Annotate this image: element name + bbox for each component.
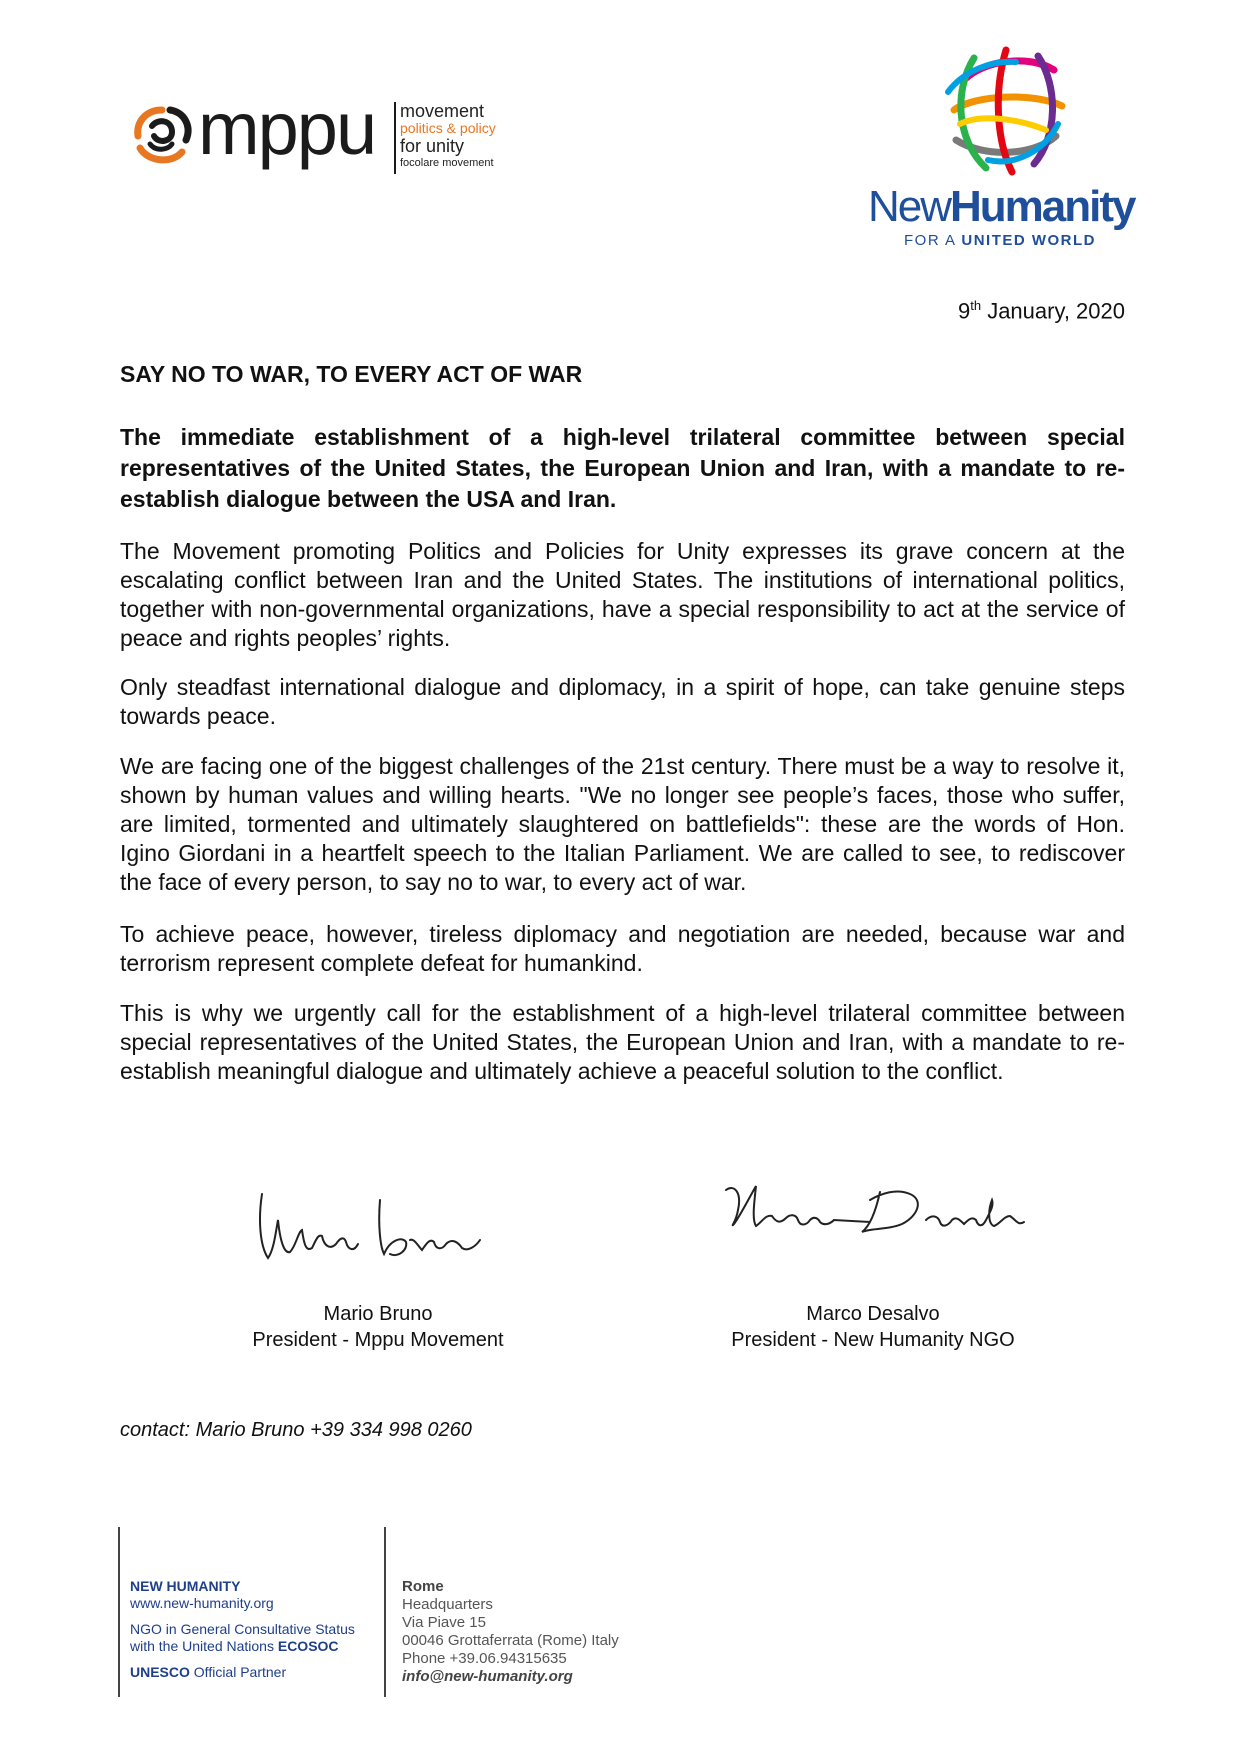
footer-unesco-rest: Official Partner — [189, 1664, 287, 1680]
new-humanity-word-new: New — [868, 182, 951, 231]
signatory-desalvo — [703, 1301, 1043, 1353]
signatory-name: Marco Desalvo — [806, 1303, 940, 1325]
mppu-tagline-politics: politics & policy — [400, 120, 496, 136]
footer-street: Via Piave 15 — [402, 1614, 486, 1631]
new-humanity-subtitle-prefix: FOR A — [904, 232, 956, 249]
body-paragraph: We are facing one of the biggest challenges of the 21st century. There must be a way to resolve it, shown by human values and willing hearts. "We no longer see people’s faces, those who suffer, are limited, tormented and ultimately slaughtered on battlefields": these are the words of Hon. Igino Giordani in a heartfelt speech to the Italian Parliament. We are called to see, to rediscover the face of every person, to say no to war, to every act of war. — [120, 753, 1125, 895]
footer-postal: 00046 Grottaferrata (Rome) Italy — [402, 1632, 619, 1649]
footer-org-info — [130, 1578, 380, 1681]
mppu-logo — [128, 87, 508, 178]
new-humanity-subtitle — [904, 232, 1096, 249]
footer-unesco-bold: UNESCO — [130, 1664, 190, 1680]
signatory-name: Mario Bruno — [323, 1303, 433, 1325]
mppu-tagline-focolare: focolare movement — [400, 157, 494, 169]
mppu-symbol-icon — [128, 104, 198, 166]
footer-address — [402, 1578, 682, 1686]
signatory-bruno — [208, 1301, 548, 1353]
new-humanity-wordmark — [868, 182, 1135, 232]
body-paragraph: To achieve peace, however, tireless diplomacy and negotiation are needed, because war and terrorism represent complete defeat for humankind. — [120, 921, 1125, 976]
signatory-title: President - Mppu Movement — [252, 1329, 504, 1351]
new-humanity-logo — [868, 40, 1135, 250]
footer-website-link[interactable]: www.new-humanity.org — [130, 1595, 274, 1611]
contact-line: contact: Mario Bruno +39 334 998 0260 — [120, 1419, 472, 1441]
headline: SAY NO TO WAR, TO EVERY ACT OF WAR — [120, 361, 583, 387]
lead-paragraph: The immediate establishment of a high-level trilateral committee between special representatives of the United States, the European Union and Iran, with a mandate to re-establish dialogue between the USA and Iran. — [120, 424, 1125, 512]
footer-status-line-2 — [130, 1638, 380, 1655]
mppu-tagline-unity: for unity — [400, 136, 465, 156]
footer-hq: Headquarters — [402, 1596, 493, 1613]
footer-divider-left — [118, 1527, 120, 1697]
footer-divider-middle — [384, 1527, 386, 1697]
footer-unesco — [130, 1664, 380, 1681]
footer-status-line-1: NGO in General Consultative Status — [130, 1621, 355, 1637]
body-paragraph: This is why we urgently call for the establishment of a high-level trilateral committee between special representatives of the United States, the European Union and Iran, with a mandate to re-establish meaningful dialogue and ultimately achieve a peaceful solution to the conflict. — [120, 1000, 1125, 1084]
new-humanity-subtitle-bold: UNITED WORLD — [961, 232, 1097, 249]
letter-date — [958, 298, 1125, 324]
body-paragraph: The Movement promoting Politics and Policies for Unity expresses its grave concern at the escalating conflict between Iran and the United States. The institutions of international politics, together with non-governmental organizations, have a special responsibility to act at the service of peace and rights peoples’ rights. — [120, 538, 1125, 651]
mppu-wordmark: mppu — [198, 87, 376, 170]
footer-email-link[interactable]: info@new-humanity.org — [402, 1668, 573, 1685]
footer-ecosoc: ECOSOC — [277, 1638, 339, 1654]
signature-marco-desalvo — [720, 1170, 1030, 1250]
footer-city: Rome — [402, 1578, 444, 1595]
mppu-divider — [394, 102, 396, 174]
date-suffix: th — [970, 298, 982, 313]
date-rest: January, 2020 — [981, 298, 1125, 324]
footer-org-name: NEW HUMANITY — [130, 1578, 241, 1594]
signature-mario-bruno — [250, 1180, 500, 1270]
date-day: 9 — [957, 298, 971, 324]
footer-phone: Phone +39.06.94315635 — [402, 1650, 567, 1667]
new-humanity-globe-icon — [934, 40, 1074, 180]
body-paragraph: Only steadfast international dialogue and diplomacy, in a spirit of hope, can take genuine steps towards peace. — [120, 674, 1125, 729]
signatory-title: President - New Humanity NGO — [731, 1329, 1015, 1351]
mppu-tagline-movement: movement — [400, 101, 485, 121]
footer-status-prefix: with the United Nations — [130, 1638, 278, 1654]
mppu-tagline — [400, 102, 496, 169]
new-humanity-word-humanity: Humanity — [950, 182, 1135, 231]
